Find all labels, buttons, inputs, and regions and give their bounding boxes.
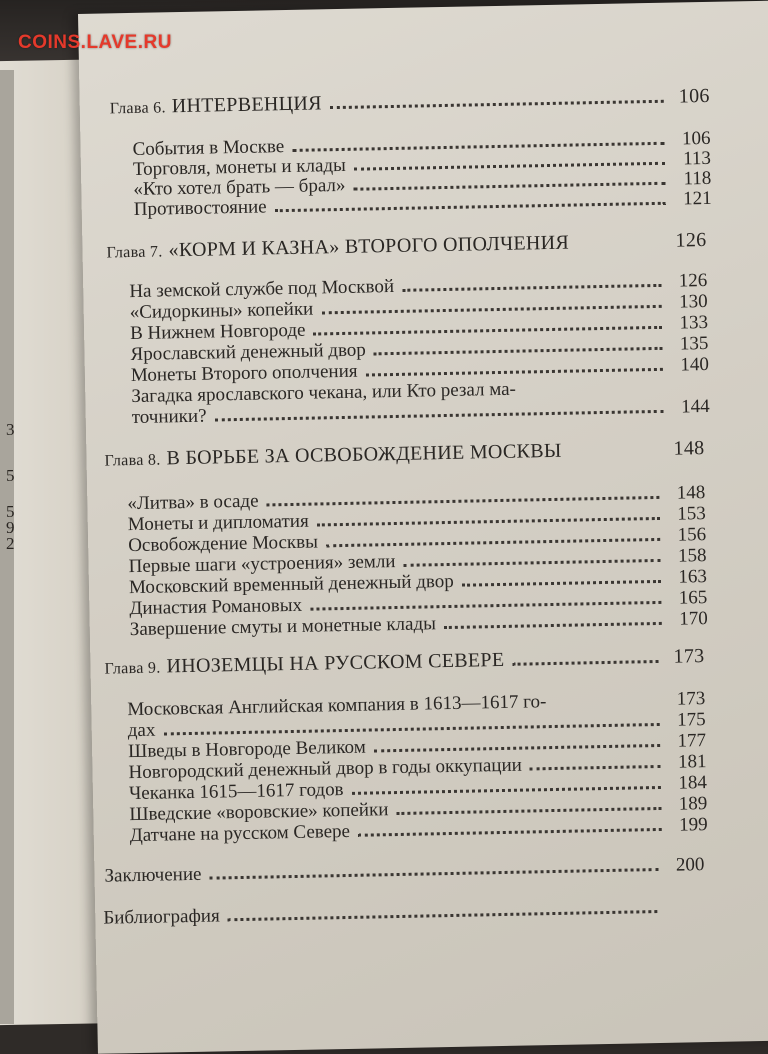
toc-entry: Первые шаги «устроения» земли 158 — [128, 545, 707, 578]
page-number: 126 — [675, 228, 707, 252]
toc-entry: Чеканка 1615—1617 годов 184 — [128, 772, 708, 805]
left-page-number: 2 — [6, 534, 15, 553]
toc-entry-bibliography: Библиография — [103, 892, 703, 930]
chapter-heading: Глава 7. «КОРМ И КАЗНА» ВТОРОГО ОПОЛЧЕНИЯ 126 — [106, 228, 707, 262]
toc-entry: События в Москве 106 — [132, 127, 711, 160]
toc-entry: «Сидоркины» копейки 130 — [129, 290, 708, 324]
left-page-number: 3 — [6, 420, 15, 439]
toc-entry: Монеты и дипломатия 153 — [127, 503, 706, 536]
toc-entry: Освобождение Москвы 156 — [128, 524, 707, 557]
toc-entry: Загадка ярославского чекана, или Кто резал ма- — [131, 378, 517, 408]
chapter-heading: Глава 8. В БОРЬБЕ ЗА ОСВОБОЖДЕНИЕ МОСКВЫ 148 — [104, 437, 705, 470]
toc-entry: На земской службе под Москвой 126 — [129, 269, 708, 303]
toc-entry: Ярославский денежный двор 135 — [130, 332, 709, 366]
page-number: 148 — [673, 437, 705, 460]
toc-entry: «Литва» в осаде 148 — [127, 482, 706, 515]
toc-entry: дах 175 — [127, 709, 706, 742]
chapter-heading: Глава 6. ИНТЕРВЕНЦИЯ 106 — [109, 84, 710, 118]
toc-entry: Московская Английская компания в 1613—1617 го- 173 — [127, 688, 706, 721]
toc-entry: В Нижнем Новгороде 133 — [129, 311, 709, 345]
watermark: COINS.LAVE.RU — [18, 32, 172, 53]
toc-entry: Монеты Второго ополчения 140 — [130, 353, 710, 387]
toc-entry: Московский временный денежный двор 163 — [128, 566, 708, 599]
contents-page — [78, 1, 768, 1054]
toc-entry: Шведские «воровские» копейки 189 — [129, 793, 708, 826]
toc-entry: Завершение смуты и монетные клады 170 — [129, 608, 708, 641]
left-page-number: 5 — [6, 466, 15, 485]
page-number: 173 — [673, 645, 705, 668]
toc-entry-conclusion: Заключение 200 — [104, 854, 705, 887]
page-number: 106 — [678, 84, 710, 108]
chapter-heading: Глава 9. ИНОЗЕМЦЫ НА РУССКОМ СЕВЕРЕ 173 — [104, 645, 705, 678]
toc-entry: точники? 144 — [131, 395, 710, 429]
toc-entry: «Кто хотел брать — брал» 118 — [133, 167, 712, 200]
toc-entry: Торговля, монеты и клады 113 — [132, 147, 712, 180]
toc-entry: Противостояние 121 — [133, 187, 712, 220]
toc-entry: Датчане на русском Севере 199 — [129, 814, 708, 847]
toc-entry: Новгородский денежный двор в годы оккупации 181 — [128, 751, 707, 784]
left-page-number: 5 — [6, 502, 15, 521]
left-page-number: 9 — [6, 518, 15, 537]
toc-entry: Шведы в Новгороде Великом 177 — [127, 730, 707, 763]
toc-entry: Династия Романовых 165 — [129, 587, 708, 620]
